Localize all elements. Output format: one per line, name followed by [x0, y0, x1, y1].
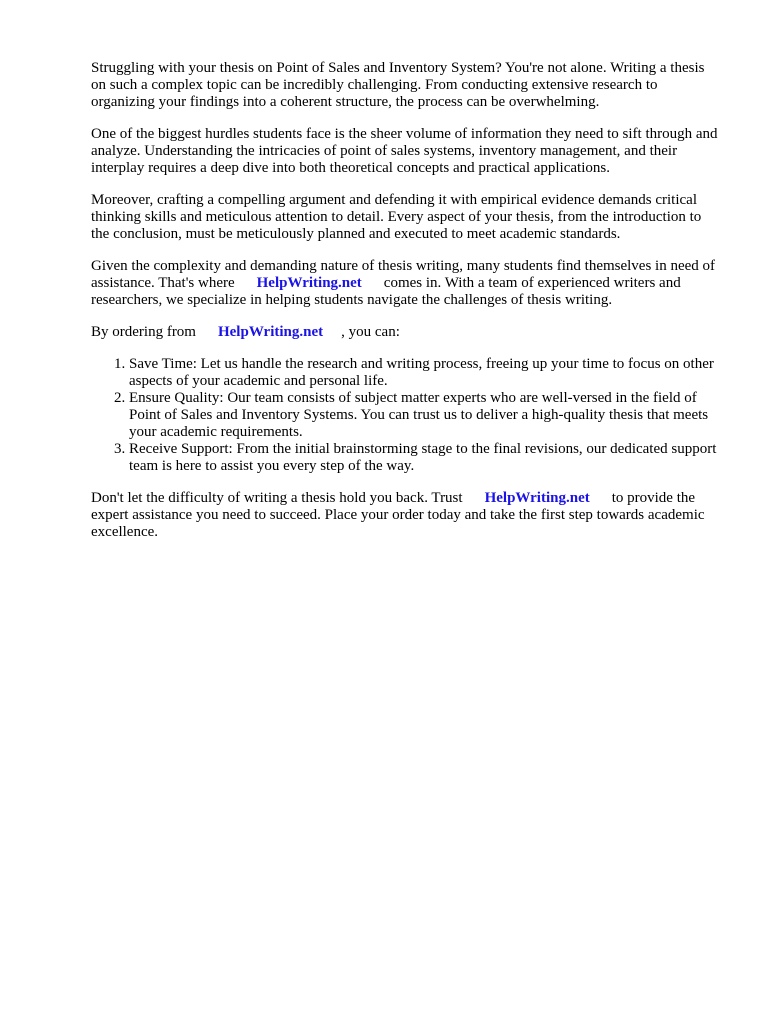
document-body — [91, 60, 723, 556]
paragraph-assistance-text-after: comes in. With a team of experienced writers and researchers, we specialize in helping students navigate the challenges of thesis writing. — [91, 275, 681, 308]
paragraph-ordering-text-after: , you can: — [341, 324, 400, 340]
list-item: 2. Ensure Quality: Our team consists of subject matter experts who are well-versed in the field of Point of Sales and Inventory Systems. You can trust us to deliver a high-quality thesis that meets your academic requirements. — [129, 390, 723, 441]
paragraph-closing-text-before: Don't let the difficulty of writing a thesis hold you back. Trust — [91, 490, 463, 506]
paragraph-assistance-text-before: Given the complexity and demanding nature of thesis writing, many students find themselves in need of assistance. That's where — [91, 258, 716, 291]
benefits-list — [91, 356, 723, 475]
helpwriting-link[interactable]: HelpWriting.net — [217, 324, 324, 340]
paragraph-argument: Moreover, crafting a compelling argument and defending it with empirical evidence demands critical thinking skills and meticulous attention to detail. Every aspect of your thesis, from the introduction to the conclusion, must be meticulously planned and executed to meet academic standards. — [91, 192, 702, 242]
paragraph-intro: Struggling with your thesis on Point of Sales and Inventory System? You're not alone. Writing a thesis on such a complex topic can be incredibly challenging. From conducting extensive research to organizing your findings into a coherent structure, the process can be overwhelming. — [91, 60, 705, 110]
paragraph-ordering-text-before: By ordering from — [91, 324, 196, 340]
paragraph-closing — [91, 490, 723, 541]
paragraph-assistance — [91, 258, 723, 309]
helpwriting-link[interactable]: HelpWriting.net — [256, 275, 362, 291]
paragraph-hurdles: One of the biggest hurdles students face is the sheer volume of information they need to sift through and analyze. Understanding the intricacies of point of sales systems, inventory management, and their interplay requires a deep dive into both theoretical concepts and practical applications. — [91, 126, 718, 176]
helpwriting-link[interactable]: HelpWriting.net — [484, 490, 590, 506]
paragraph-closing-text-after: to provide the expert assistance you need to succeed. Place your order today and take the first step towards academic excellence. — [91, 490, 705, 540]
list-item: 1. Save Time: Let us handle the research and writing process, freeing up your time to focus on other aspects of your academic and personal life. — [129, 356, 723, 390]
paragraph-ordering — [91, 324, 723, 341]
list-item: 3. Receive Support: From the initial brainstorming stage to the final revisions, our dedicated support team is here to assist you every step of the way. — [129, 441, 723, 475]
